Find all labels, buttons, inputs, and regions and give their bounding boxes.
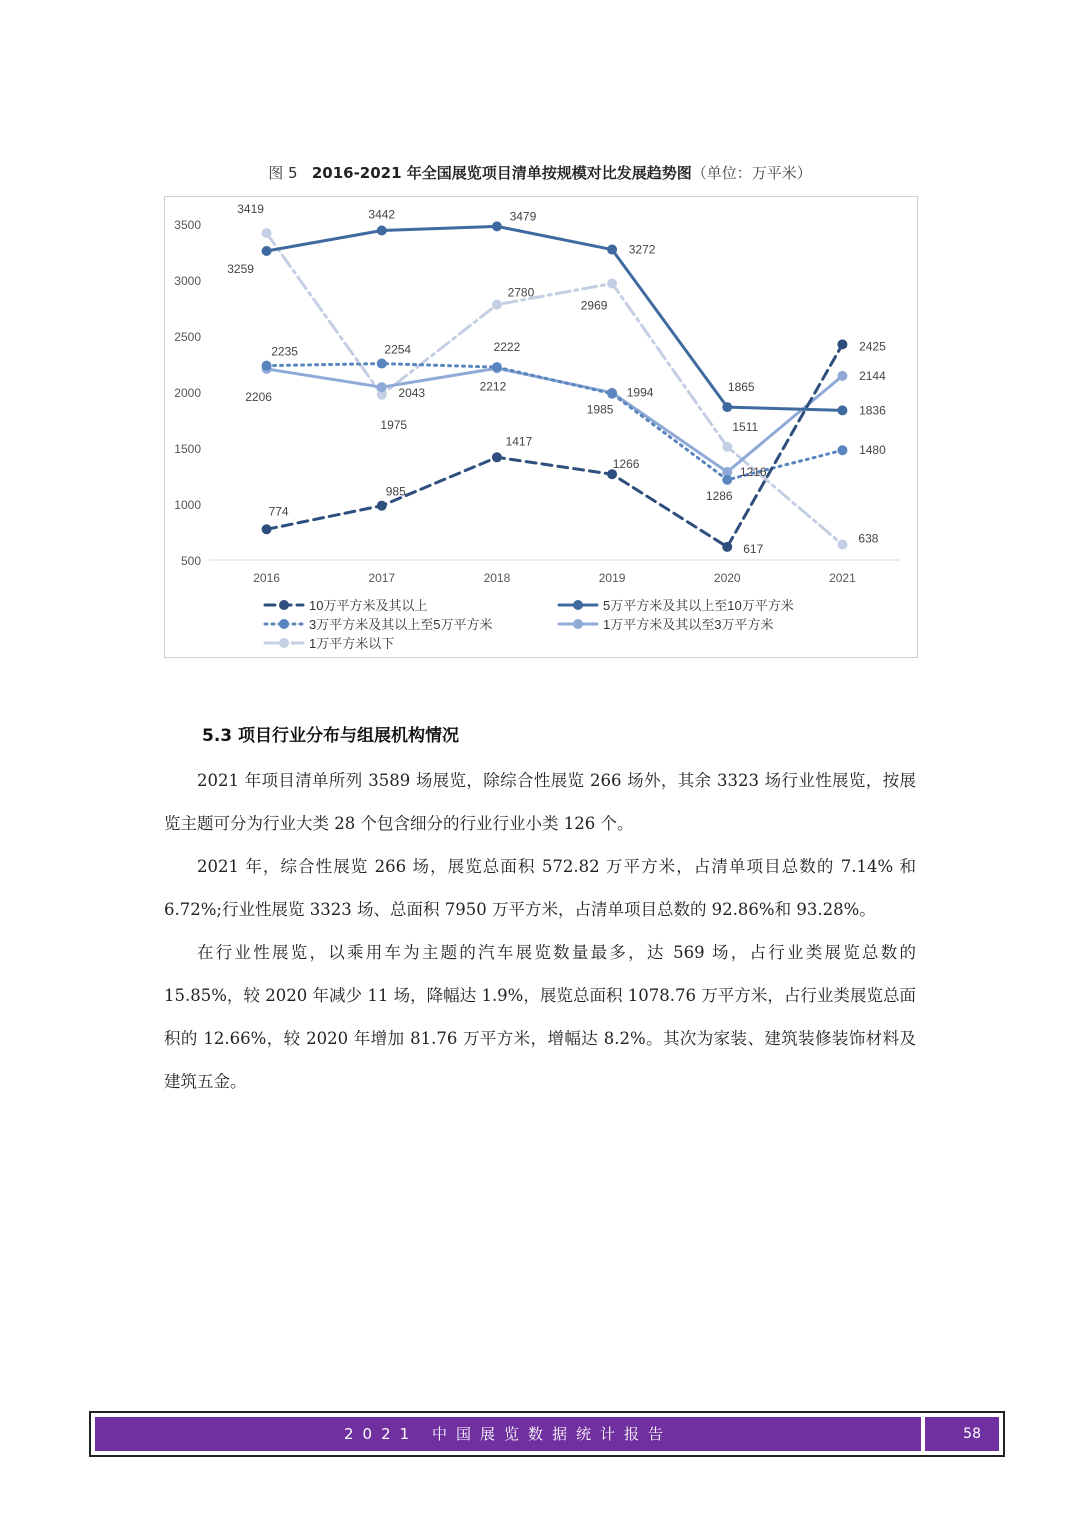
- page-number: 58: [925, 1417, 999, 1451]
- data-point: [492, 221, 502, 231]
- legend-label: 3万平方米及其以上至5万平方米: [309, 617, 493, 632]
- x-tick-label: 2021: [829, 571, 856, 585]
- data-label: 3479: [509, 209, 537, 224]
- data-point: [607, 245, 617, 255]
- data-point: [262, 524, 272, 534]
- data-label: 2254: [384, 342, 412, 357]
- data-label: 2043: [398, 386, 426, 401]
- data-point: [722, 402, 732, 412]
- legend-label: 5万平方米及其以上至10万平方米: [603, 598, 794, 613]
- line-chart: [165, 197, 919, 659]
- figure-unit: （单位：万平米）: [691, 164, 812, 182]
- page-footer: [89, 1411, 1005, 1457]
- legend-marker: [279, 638, 289, 648]
- x-tick-label: 2016: [253, 571, 280, 585]
- data-label: 2212: [479, 379, 507, 394]
- data-label: 638: [858, 531, 879, 546]
- data-label: 1975: [380, 417, 408, 432]
- paragraph-1: 2021 年项目清单所列 3589 场展览，除综合性展览 266 场外，其余 3323 场行业性展览，按展览主题可分为行业大类 28 个包含细分的行业行业小类 126 个。: [164, 771, 916, 833]
- data-label: 3419: [237, 202, 264, 217]
- y-tick-label: 2000: [174, 386, 201, 400]
- data-label: 1480: [859, 443, 886, 458]
- data-label: 1216: [739, 464, 767, 479]
- series-line-1: [267, 344, 843, 546]
- data-point: [722, 475, 732, 485]
- body-text: [164, 759, 916, 1103]
- y-tick-label: 2500: [174, 330, 201, 344]
- data-label: 1865: [727, 380, 755, 395]
- data-point: [837, 540, 847, 550]
- data-label: 1985: [586, 402, 614, 417]
- data-label: 3442: [368, 207, 396, 222]
- y-tick-label: 500: [180, 554, 201, 568]
- figure-title-text: 2016-2021 年全国展览项目清单按规模对比发展趋势图: [311, 164, 692, 182]
- x-tick-label: 2018: [483, 571, 511, 585]
- data-label: 1417: [505, 434, 533, 449]
- data-label: 2206: [245, 389, 272, 404]
- data-point: [722, 442, 732, 452]
- paragraph-2: 2021 年，综合性展览 266 场，展览总面积 572.82 万平方米，占清单项目总数的 7.14% 和 6.72%;行业性展览 3323 场、总面积 7950 万平方米，占清单项目总数的 92.86%和 93.28%。: [164, 857, 916, 919]
- y-tick-label: 3500: [174, 218, 201, 232]
- data-point: [837, 445, 847, 455]
- data-point: [837, 339, 847, 349]
- data-label: 985: [385, 484, 406, 499]
- data-label: 3272: [628, 242, 656, 257]
- y-tick-label: 1500: [174, 442, 201, 456]
- data-point: [377, 501, 387, 511]
- data-point: [837, 371, 847, 381]
- data-point: [492, 300, 502, 310]
- paragraph-3: 在行业性展览，以乘用车为主题的汽车展览数量最多，达 569 场，占行业类展览总数的 15.85%，较 2020 年减少 11 场，降幅达 1.9%，展览总面积 1078.76 万平方米，占行业类展览总面积的 12.66%，较 2020 年增加 81.76 万平方米，增幅达 8.2%。其次为家装、建筑装修装饰材料及建筑五金。: [164, 943, 916, 1091]
- x-tick-label: 2020: [713, 571, 741, 585]
- legend-marker: [279, 600, 289, 610]
- data-label: 1511: [732, 419, 759, 434]
- data-label: 1266: [612, 457, 640, 472]
- y-tick-label: 1000: [174, 498, 201, 512]
- data-label: 2425: [859, 339, 886, 354]
- legend-label: 1万平方米以下: [309, 636, 395, 651]
- footer-report-title: 2021 中国展览数据统计报告: [95, 1417, 921, 1451]
- data-point: [262, 361, 272, 371]
- data-point: [262, 246, 272, 256]
- data-point: [377, 382, 387, 392]
- data-label: 1286: [705, 488, 733, 503]
- legend-label: 10万平方米及其以上: [309, 598, 428, 613]
- data-label: 2780: [507, 285, 535, 300]
- data-point: [607, 389, 617, 399]
- chart-container: [164, 196, 918, 658]
- x-tick-label: 2017: [368, 571, 396, 585]
- data-label: 2969: [580, 298, 608, 313]
- legend-marker: [573, 600, 583, 610]
- data-label: 774: [268, 504, 289, 519]
- figure-title: [0, 162, 1080, 183]
- data-label: 1836: [859, 403, 886, 418]
- data-point: [837, 405, 847, 415]
- figure-number: 图 5: [268, 164, 298, 182]
- data-point: [607, 278, 617, 288]
- data-point: [722, 542, 732, 552]
- legend-marker: [279, 619, 289, 629]
- data-label: 617: [743, 541, 764, 556]
- data-point: [377, 359, 387, 369]
- data-point: [377, 225, 387, 235]
- data-point: [262, 228, 272, 238]
- y-tick-label: 3000: [174, 274, 201, 288]
- data-label: 2235: [271, 344, 298, 359]
- x-tick-label: 2019: [598, 571, 626, 585]
- data-label: 1994: [626, 385, 654, 400]
- data-point: [492, 452, 502, 462]
- data-label: 2144: [859, 368, 886, 383]
- data-point: [492, 362, 502, 372]
- data-label: 2222: [493, 340, 521, 355]
- data-label: 3259: [227, 261, 254, 276]
- legend-label: 1万平方米及其以至3万平方米: [603, 617, 774, 632]
- section-heading: 5.3 项目行业分布与组展机构情况: [202, 726, 460, 746]
- legend-marker: [573, 619, 583, 629]
